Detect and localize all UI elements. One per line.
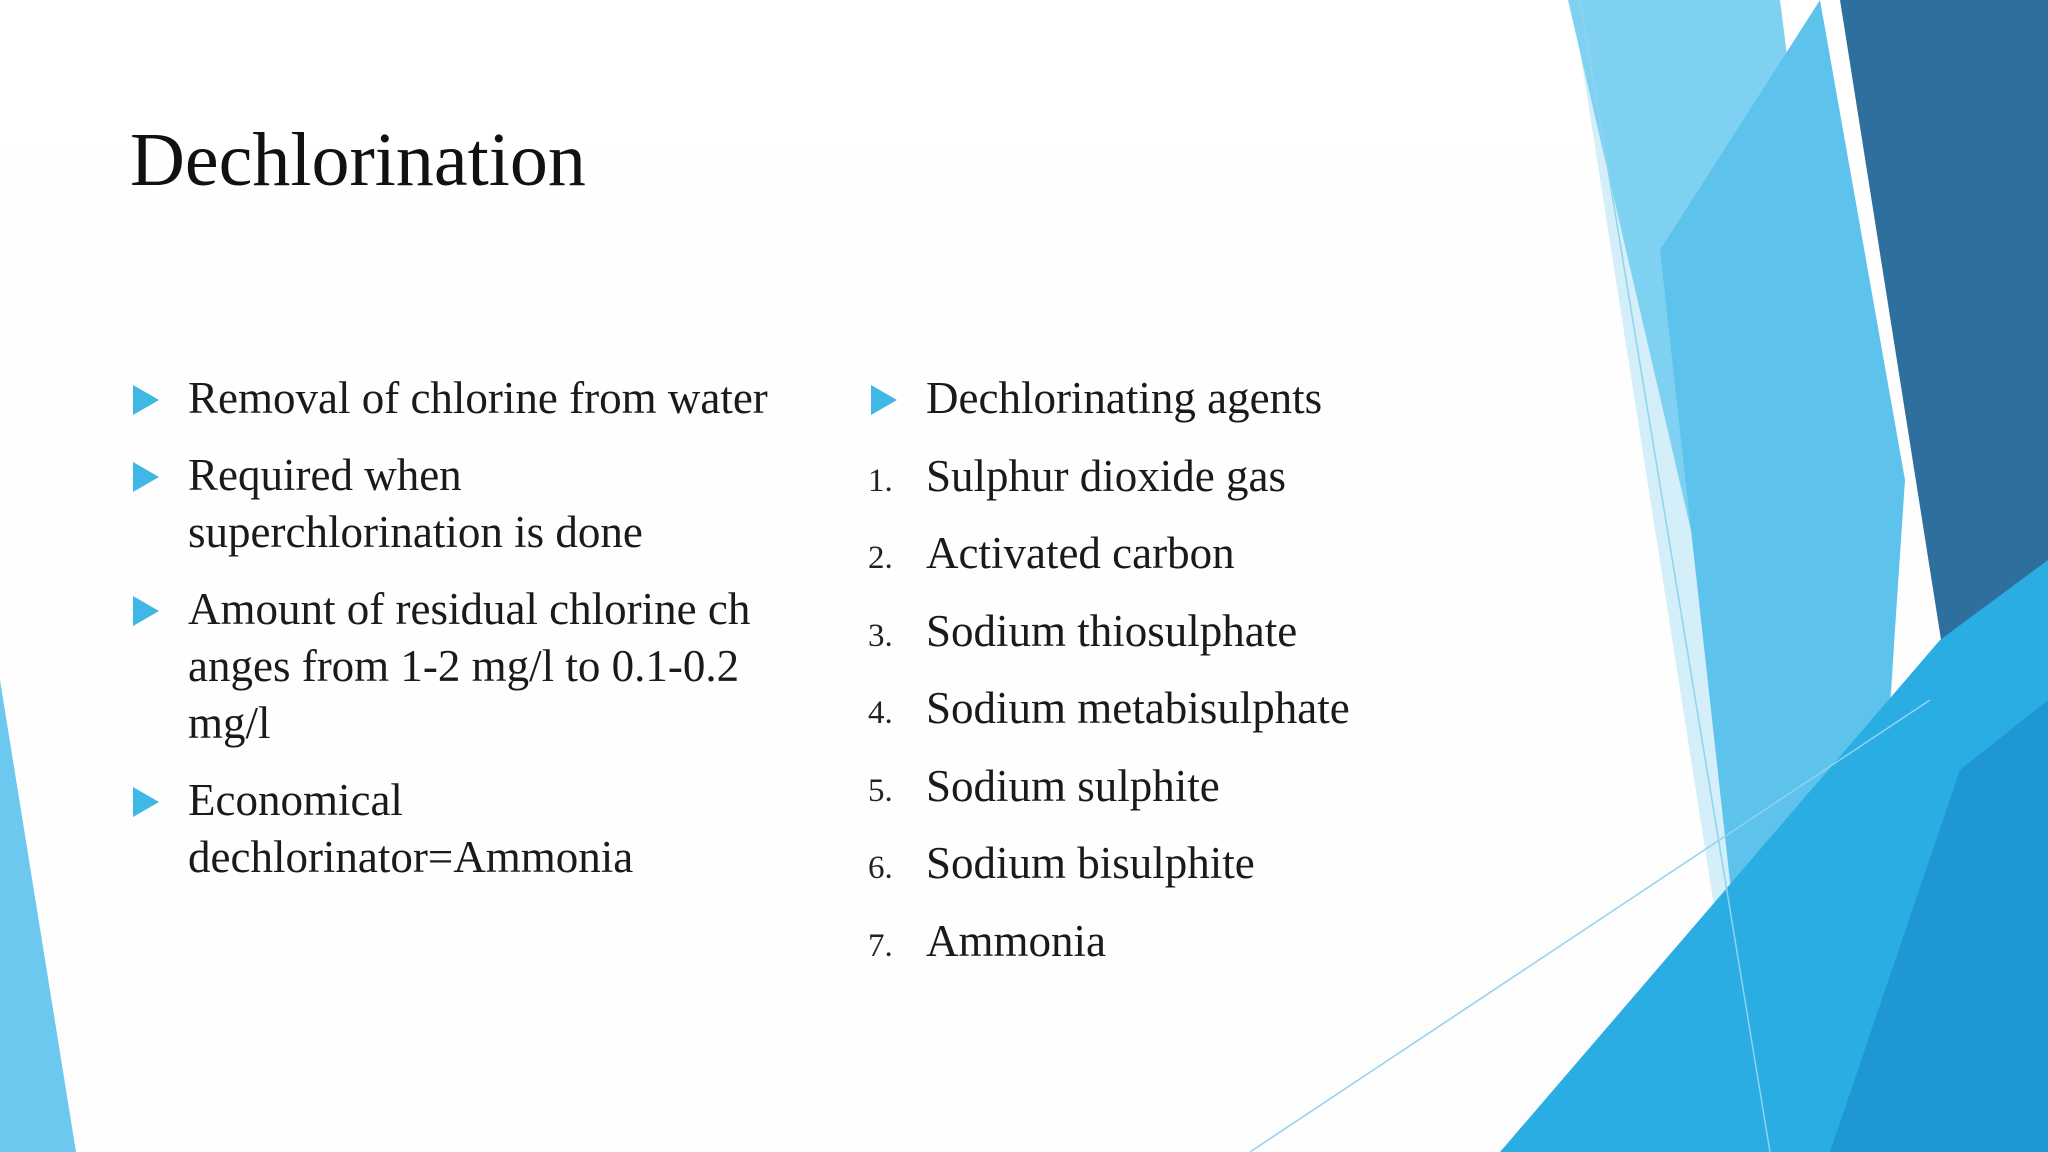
- triangle-bullet-icon: [130, 772, 188, 829]
- bullet-text: Amount of residual chlorine changes from 1-2 mg/l to 0.1-0.2 mg/l: [188, 584, 751, 748]
- agent-text: Sodium metabisulphate: [926, 683, 1350, 733]
- triangle-bullet-icon: [868, 370, 926, 427]
- agent-item: [868, 913, 1488, 970]
- agent-text: Ammonia: [926, 915, 1106, 966]
- list-number: 1.: [868, 462, 893, 499]
- agent-item: [868, 525, 1488, 582]
- agent-text: Sodium bisulphite: [926, 838, 1255, 888]
- agent-item: [868, 448, 1488, 505]
- list-number: 2.: [868, 540, 893, 576]
- slide-title: Dechlorination: [130, 118, 586, 202]
- bullet-item: [130, 581, 810, 752]
- agent-text: Sulphur dioxide gas: [926, 450, 1286, 501]
- right-agent-list: [868, 370, 1488, 990]
- agents-heading-text: Dechlorinating agents: [926, 373, 1323, 423]
- agent-text: Sodium thiosulphate: [926, 605, 1298, 656]
- agent-text: Sodium sulphite: [926, 760, 1220, 811]
- triangle-bullet-icon: [130, 370, 188, 427]
- agent-item: [868, 680, 1488, 737]
- bullet-item: [130, 370, 810, 427]
- agent-item: [868, 835, 1488, 892]
- agents-heading: [868, 370, 1488, 427]
- bullet-text: Removal of chlorine from water: [188, 373, 768, 423]
- bullet-item: [130, 772, 810, 886]
- list-number: 6.: [868, 850, 893, 886]
- bullet-text: Economical dechlorinator=Ammonia: [188, 775, 634, 882]
- bullet-text: Required when superchlorination is done: [188, 450, 643, 557]
- list-number: 3.: [868, 617, 893, 654]
- left-edge-shape: [0, 680, 76, 1152]
- agent-text: Activated carbon: [926, 528, 1235, 578]
- list-number: 7.: [868, 927, 893, 964]
- agent-item: [868, 758, 1488, 815]
- list-number: 4.: [868, 695, 893, 731]
- triangle-bullet-icon: [130, 447, 188, 504]
- left-bullet-list: [130, 370, 810, 906]
- bullet-item: [130, 447, 810, 561]
- agent-item: [868, 603, 1488, 660]
- triangle-bullet-icon: [130, 581, 188, 638]
- list-number: 5.: [868, 772, 893, 809]
